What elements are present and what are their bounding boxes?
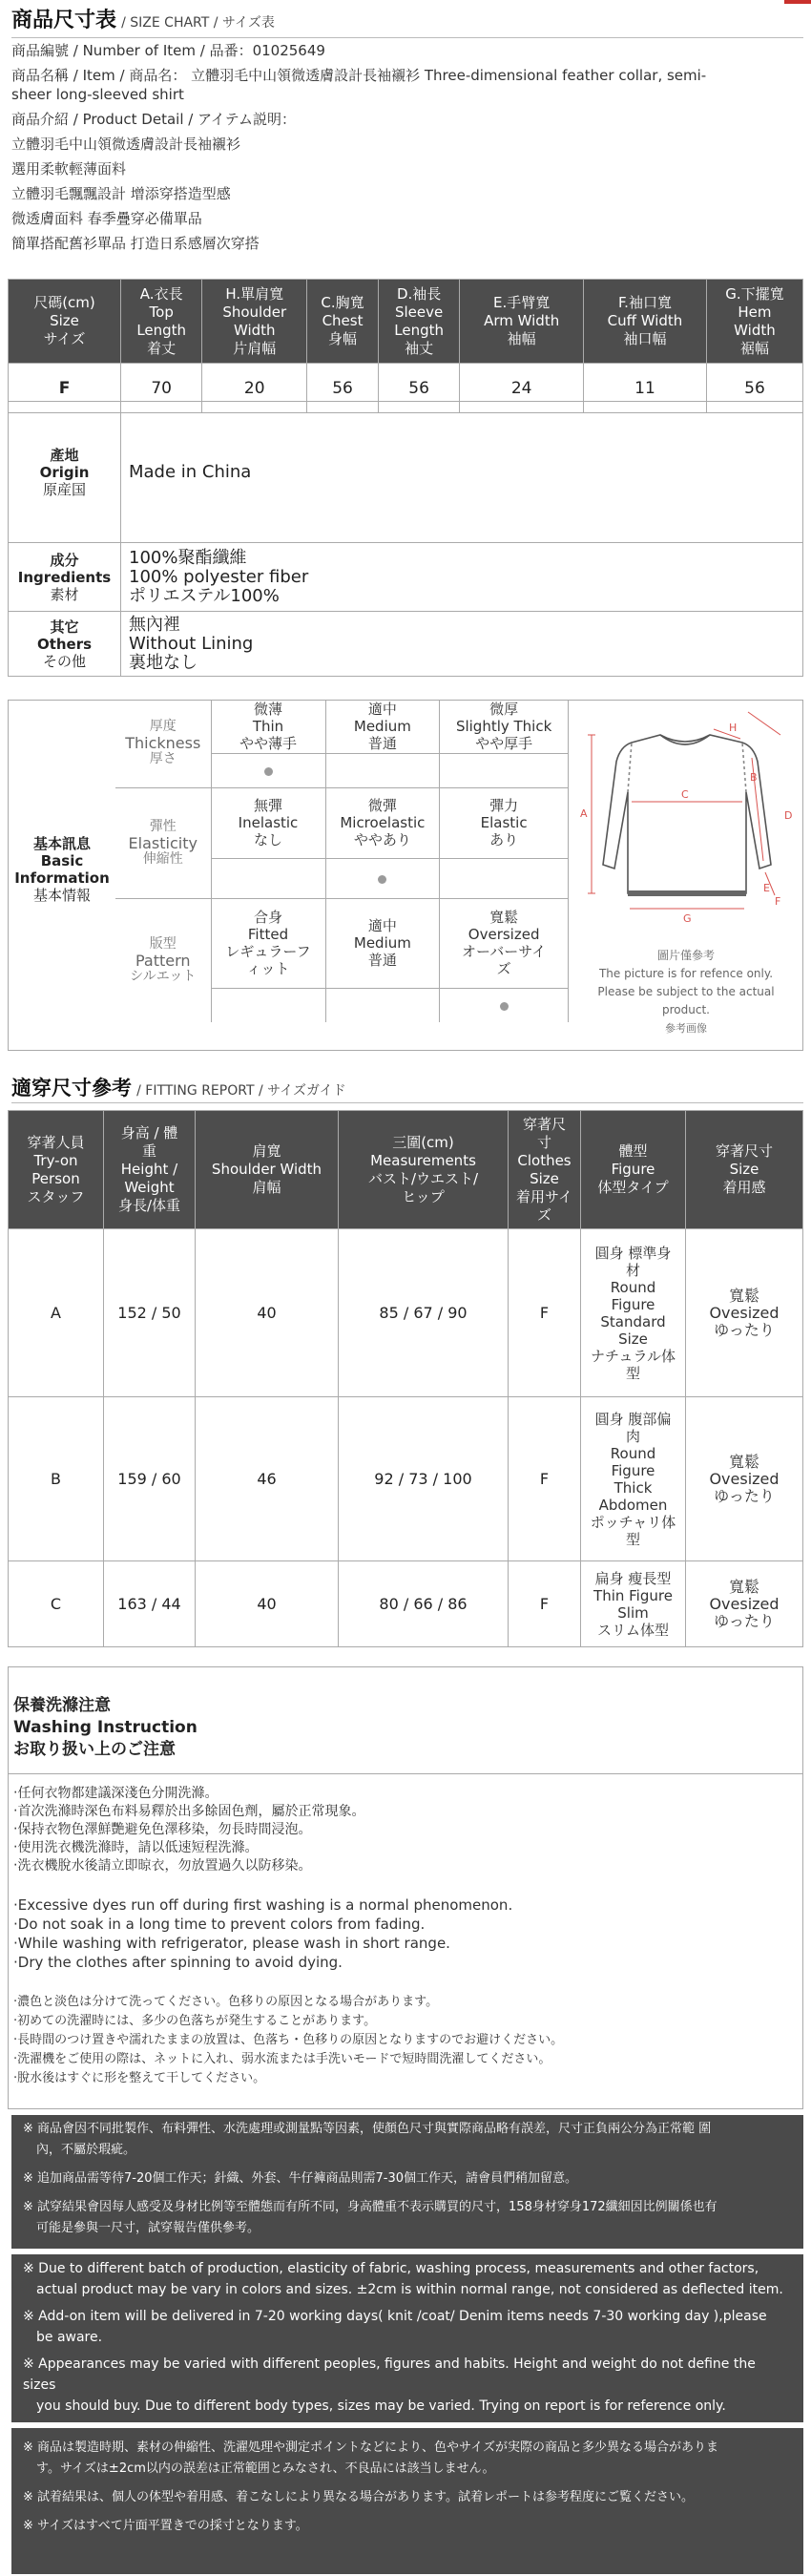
diagram-letter-h: H [729,722,738,734]
value-cell: 56 [706,364,802,413]
fit-cell: 寬鬆 Ovesized ゆったり [686,1397,803,1561]
size-table [8,279,803,413]
basic-info-grid [115,700,569,1022]
diagram-letter-e: E [763,882,770,894]
shoulder-header: 肩寬 Shoulder Width 肩幅 [196,1111,339,1229]
pattern-marker [440,988,569,1022]
selected-dot [378,875,386,884]
info-line: 商品編號 / Number of Item / 品番：01025649 [11,42,325,59]
basic-info-label: 基本訊息 Basic Information 基本情報 [14,835,110,904]
size-chart-header [11,4,803,38]
elasticity-marker [325,858,440,898]
ingredients-label: 成分 Ingredients 素材 [9,543,121,612]
table-row [9,1561,803,1647]
diagram-letter-g: G [683,912,692,925]
value-cell: 11 [583,364,706,413]
info-line: 簡單搭配舊衫單品 打造日系感層次穿搭 [11,235,260,252]
option-microelastic: 微彈 Microelastic ややあり [325,787,440,858]
option-medium-fit: 適中 Medium 普通 [325,898,440,988]
fitting-title: 適穿尺寸參考 [11,1077,132,1100]
top-length-header: A.衣長 Top Length 着丈 [121,280,202,364]
washing-title: 保養洗滌注意 Washing Instruction お取り扱い上のご注意 [13,1696,198,1759]
diagram-letter-d: D [784,809,793,822]
ingredients-value: 100%聚酯纖維 100% polyester fiber ポリエステル100% [121,543,803,612]
measurements-cell: 85 / 67 / 90 [339,1229,509,1397]
figure-cell: 圓身 標準身 材 Round Figure Standard Size ナチュラル体 型 [581,1229,686,1397]
info-line: sheer long-sleeved shirt [11,86,184,103]
size-cell: F [509,1561,581,1647]
person-header: 穿著人員 Try-on Person スタッフ [9,1111,104,1229]
diagram-caption: 圖片僅參考 The picture is for refence only. Please be subject to the actual product. 參考画像 [597,949,775,1035]
selected-dot [500,1002,509,1011]
shoulder-cell: 40 [196,1561,339,1647]
origin-value: Made in China [121,402,803,543]
figure-cell: 圓身 腹部偏 肉 Round Figure Thick Abdomen ポッチャリ体 型 [581,1397,686,1561]
diagram-letter-f: F [775,895,781,908]
size-cell: F [9,364,121,413]
diagram-letter-c: C [681,788,689,801]
diagram-letter-a: A [580,807,588,820]
page-subtitle: / SIZE CHART / サイズ表 [121,15,275,31]
page-title: 商品尺寸表 [11,9,117,32]
notes-zh: ※ 商品會因不同批製作、布料彈性、水洗處理或測量點等因素，使顏色尺寸與實際商品略有誤差，尺寸正負兩公分為正常範 圍 內，不屬於瑕疵。 ※ 追加商品需等待7-20個工作天；針織、外套、牛仔褲商品則需7-30個工作天，請會員們稍加留意。 ※ 試穿結果會因每人感受及身材比例等至體態而有所不同，身高體重不表示購買的尺寸，158身材穿身172纖細因比例關係也有 可能是參與一尺寸，試穿報告僅供參考。 [11,2115,803,2249]
figure-cell: 扁身 瘦長型 Thin Figure Slim スリム体型 [581,1561,686,1647]
info-line: 商品名稱 / Item / 商品名： 立體羽毛中山領微透膚設計長袖襯衫 Three-dimensional feather collar, semi- [11,67,707,84]
others-label: 其它 Others その他 [9,612,121,677]
option-inelastic: 無彈 Inelastic なし [211,787,325,858]
thickness-marker [211,753,325,787]
person-cell: A [9,1229,104,1397]
value-cell: 70 [121,364,202,413]
option-medium: 適中 Medium 普通 [325,700,440,753]
hw-cell: 163 / 44 [104,1561,196,1647]
diagram-letter-b: B [750,771,758,784]
cuff-width-header: F.袖口寬 Cuff Width 袖口幅 [583,280,706,364]
hw-cell: 152 / 50 [104,1229,196,1397]
figure-header: 體型 Figure 体型タイプ [581,1111,686,1229]
washing-zh: ‧任何衣物都建議深淺色分開洗滌。 ‧首次洗滌時深色布料易釋於出多餘固色劑，屬於正常現象。 ‧保持衣物色澤鮮艷避免色澤移染，勿長時間浸泡。 ‧使用洗衣機洗滌時，請以低速短程洗滌。 ‧洗衣機脫水後請立即晾衣，勿放置過久以防移染。 [13,1786,365,1874]
shirt-measurement-diagram [572,704,801,943]
sleeve-length-header: D.袖長 Sleeve Length 袖丈 [378,280,459,364]
height-weight-header: 身高 / 體 重 Height / Weight 身長/体重 [104,1111,196,1229]
clothes-size-header: 穿著尺 寸 Clothes Size 着用サイ ズ [509,1111,581,1229]
size-cell: F [509,1397,581,1561]
notes-en: ※ Due to different batch of production, elasticity of fabric, washing process, measurements and other factors, actual product may be vary in colors and sizes. ±2cm is within normal range, not considered as deflected item. ※ Add-on item will be delivered in 7-20 working days( knit /coat/ Denim items needs 7-30 working day ),please be aware. ※ Appearances may be varied with different peoples, figures and habits. Height and weight do not define the sizes you should buy. Due to different body types, sizes may be varied. Trying on report is for reference only. [11,2254,803,2422]
info-line: 商品介紹 / Product Detail / アイテム説明： [11,111,296,128]
value-cell: 20 [202,364,307,413]
others-value: 無內裡 Without Lining 裏地なし [121,612,803,677]
chest-header: C.胸寬 Chest 身幅 [307,280,379,364]
person-cell: B [9,1397,104,1561]
thickness-label: 厚度 Thickness 厚さ [115,700,211,787]
washing-en: ‧Excessive dyes run off during first washing is a normal phenomenon. ‧Do not soak in a long time to prevent colors from fading. ‧While washing with refrigerator, please wash in short range. ‧Dry the clothes after spinning to avoid dying. [13,1896,513,1971]
elasticity-label: 彈性 Elasticity 伸縮性 [115,787,211,898]
selected-dot [264,767,273,776]
shoulder-cell: 46 [196,1397,339,1561]
fit-cell: 寬鬆 Ovesized ゆったり [686,1561,803,1647]
table-row [9,1229,803,1397]
table-row [9,1397,803,1561]
pattern-label: 版型 Pattern シルエット [115,898,211,1022]
fit-header: 穿著尺寸 Size 着用感 [686,1111,803,1229]
value-cell: 56 [307,364,379,413]
size-cell: F [509,1229,581,1397]
origin-label: 產地 Origin 原産国 [9,402,121,543]
measurements-cell: 92 / 73 / 100 [339,1397,509,1561]
fitting-table [8,1110,803,1647]
option-slightly-thick: 微厚 Slightly Thick やや厚手 [440,700,569,753]
info-line: 立體羽毛飄飄設計 增添穿搭造型感 [11,185,231,202]
measurements-header: 三圍(cm) Measurements バスト/ウエスト/ ヒップ [339,1111,509,1229]
option-oversized: 寬鬆 Oversized オーバーサイ ズ [440,898,569,988]
fit-cell: 寬鬆 Ovesized ゆったり [686,1229,803,1397]
option-thin: 微薄 Thin やや薄手 [211,700,325,753]
value-cell: 56 [378,364,459,413]
fitting-header [11,1073,803,1103]
material-table [8,401,803,677]
shoulder-cell: 40 [196,1229,339,1397]
info-line: 立體羽毛中山領微透膚設計長袖襯衫 [11,136,241,153]
info-line: 微透膚面料 春季疊穿必備單品 [11,210,202,227]
size-header: 尺碼(cm) Size サイズ [9,280,121,364]
notes-jp: ※ 商品は製造時期、素材の伸縮性、洗濯処理や測定ポイントなどにより、色やサイズが実際の商品と多少異なる場合がありま す。サイズは±2cm以内の誤差は正常範囲とみなされ、不良品には該当しません。 ※ 試着結果は、個人の体型や着用感、着こなしにより異なる場合があります。試着レポートは参考程度にご覧ください。 ※ サイズはすべて片面平置きでの採寸となります。 [11,2428,803,2574]
fitting-subtitle: / FITTING REPORT / サイズガイド [136,1083,346,1099]
value-cell: 24 [460,364,584,413]
product-info [11,38,706,256]
washing-jp: ‧濃色と淡色は分けて洗ってください。色移りの原因となる場合があります。 ‧初めての洗濯時には、多少の色落ちが発生することがあります。 ‧長時間のつけ置きや濡れたままの放置は、色落ち・色移りの原因となりますのでお避けください。 ‧洗濯機をご使用の際は、ネットに入れ、弱水流または手洗いモードで短時間洗濯してください。 ‧脫水後はすぐに形を整えて干してください。 [13,1995,564,2085]
arm-width-header: E.手臂寬 Arm Width 袖幅 [460,280,584,364]
option-fitted: 合身 Fitted レギュラーフ ィット [211,898,325,988]
info-line: 選用柔軟輕薄面料 [11,160,127,178]
hem-width-header: G.下擺寬 Hem Width 裾幅 [706,280,802,364]
person-cell: C [9,1561,104,1647]
option-elastic: 彈力 Elastic あり [440,787,569,858]
hw-cell: 159 / 60 [104,1397,196,1561]
measurements-cell: 80 / 66 / 86 [339,1561,509,1647]
shoulder-width-header: H.單肩寬 Shoulder Width 片肩幅 [202,280,307,364]
